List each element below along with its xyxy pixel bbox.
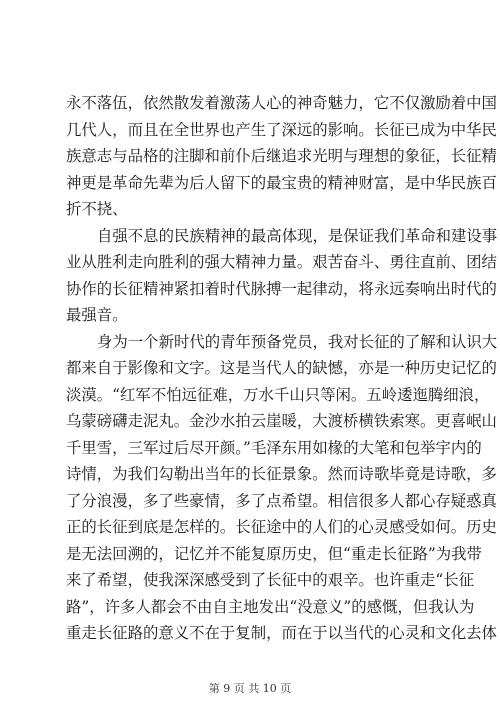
text-line: 永不落伍，依然散发着激荡人心的神奇魅力，它不仅激励着中国 xyxy=(66,94,497,112)
text-line: 了分浪漫，多了些豪情，多了点希望。相信很多人都心存疑惑真 xyxy=(66,491,497,510)
document-body xyxy=(66,90,498,647)
text-line: 千里雪，三军过后尽开颜。”毛泽东用如椽的大笔和包举宇内的 xyxy=(66,438,482,457)
text-line: 自强不息的民族精神的最高体现，是保证我们革命和建设事 xyxy=(97,226,498,245)
text-line: 正的长征到底是怎样的。长征途中的人们的心灵感受如何。历史 xyxy=(66,518,497,536)
text-line: 几代人，而且在全世界也产生了深远的影响。长征已成为中华民 xyxy=(66,120,497,139)
page-number-footer: 第 9 页 共 10 页 xyxy=(208,682,292,695)
text-line: 淡漠。“红军不怕远征难，万水千山只等闲。五岭逶迤腾细浪， xyxy=(66,385,490,404)
text-line: 重走长征路的意义不在于复制，而在于以当代的心灵和文化去体 xyxy=(66,624,497,642)
text-line: 业从胜利走向胜利的强大精神力量。艰苦奋斗、勇往直前、团结 xyxy=(66,253,497,271)
text-line: 协作的长征精神紧扣着时代脉搏一起律动，将永远奏响出时代的 xyxy=(66,279,497,298)
text-line: 诗情，为我们勾勒出当年的长征景象。然而诗歌毕竟是诗歌，多 xyxy=(66,465,497,483)
paragraph xyxy=(66,90,497,223)
text-line: 来了希望，使我深深感受到了长征中的艰辛。也许重走“长征 xyxy=(66,571,475,589)
text-line: 身为一个新时代的青年预备党员，我对长征的了解和认识大 xyxy=(97,332,498,351)
text-line: 族意志与品格的注脚和前仆后继追求光明与理想的象征，长征精 xyxy=(66,147,497,165)
paragraph xyxy=(66,329,498,647)
paragraph xyxy=(66,223,498,329)
text-line: 都来自于影像和文字。这是当代人的缺憾，亦是一种历史记忆的 xyxy=(66,359,497,377)
text-line: 神更是革命先辈为后人留下的最宝贵的精神财富，是中华民族百 xyxy=(66,173,497,192)
text-line: 最强音。 xyxy=(66,306,128,324)
text-line: 是无法回溯的，记忆并不能复原历史，但“重走长征路”为我带 xyxy=(66,544,482,563)
text-line: 折不挠、 xyxy=(66,200,128,218)
text-line: 乌蒙磅礴走泥丸。金沙水拍云崖暖，大渡桥横铁索寒。更喜岷山 xyxy=(66,412,497,430)
text-line: 路”，许多人都会不由自主地发出“没意义”的感慨，但我认为 xyxy=(66,597,475,616)
